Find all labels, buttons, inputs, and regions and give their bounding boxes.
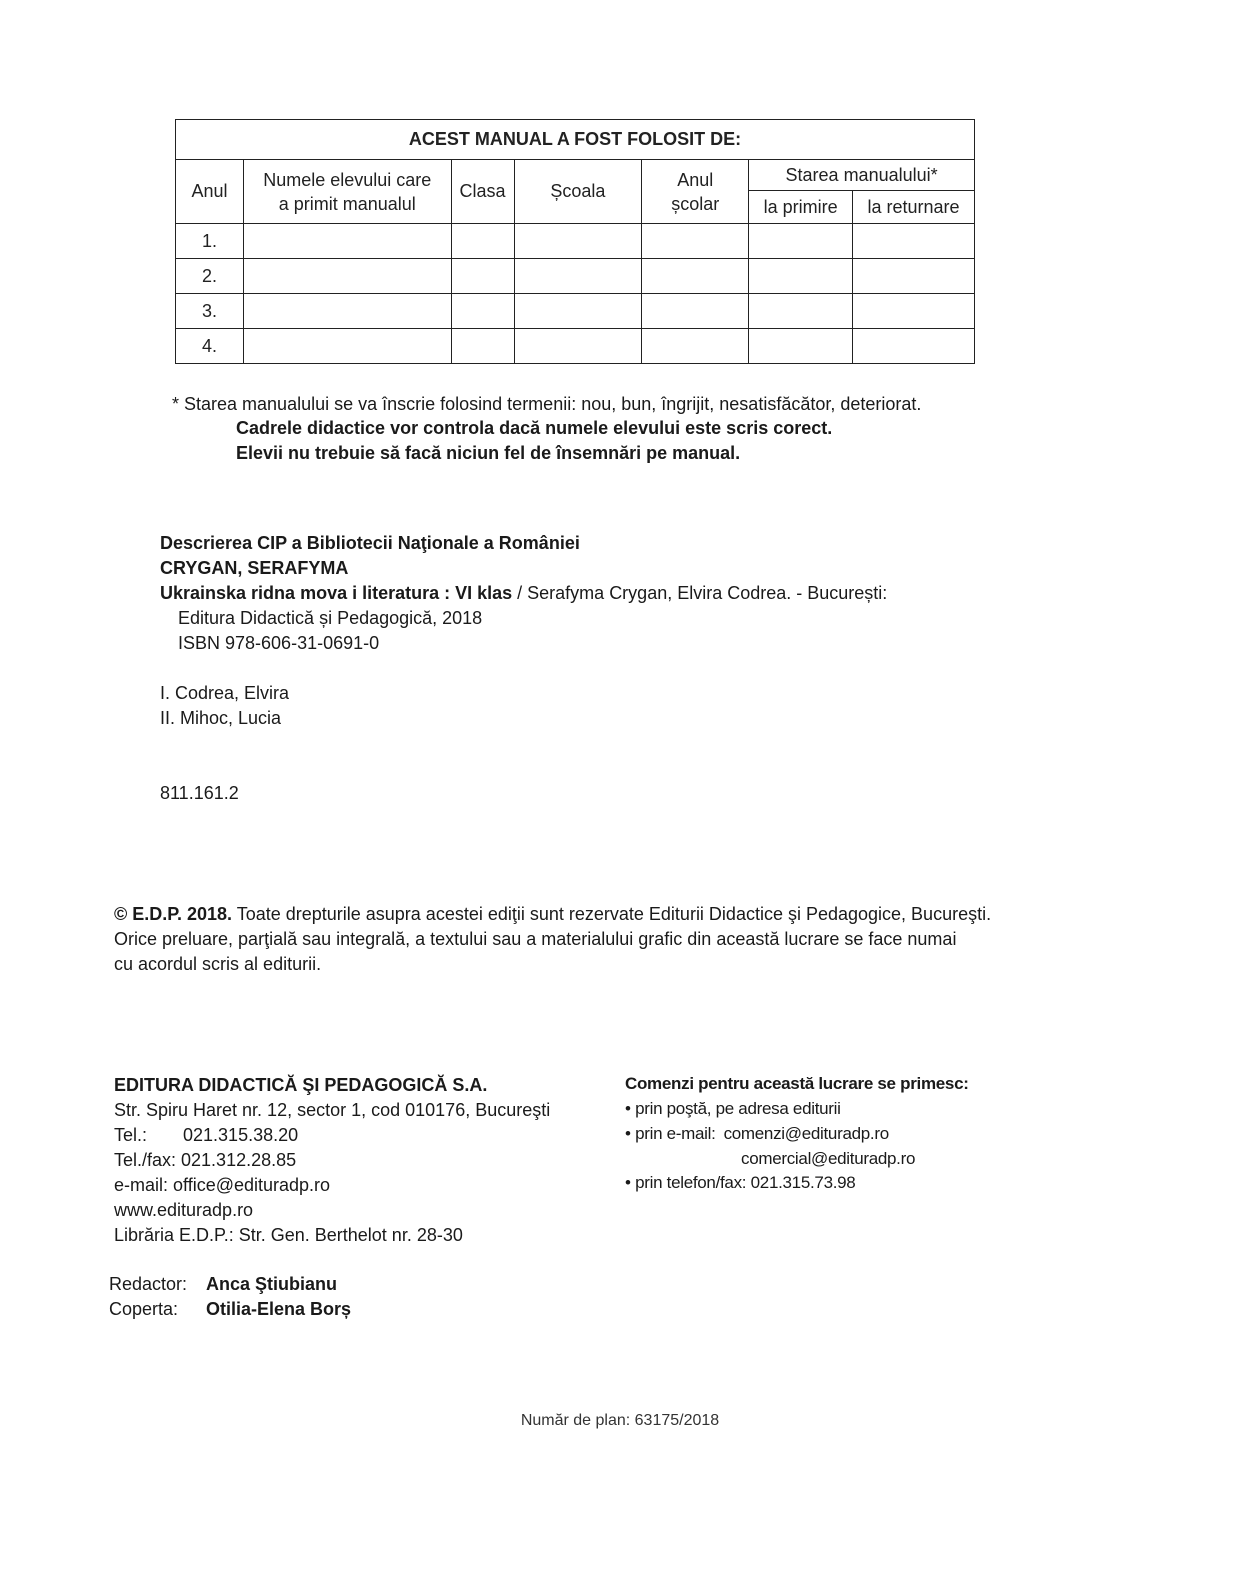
cip-author: CRYGAN, SERAFYMA bbox=[160, 558, 349, 578]
orders-email bbox=[625, 1121, 889, 1146]
cell-la-primire bbox=[749, 294, 853, 329]
cell-scoala bbox=[514, 329, 642, 364]
orders-email-2: comercial@edituradp.ro bbox=[741, 1149, 916, 1168]
publisher-tel bbox=[114, 1123, 298, 1148]
header-la-returnare: la returnare bbox=[853, 191, 975, 224]
copyright-line-2: Orice preluare, parţială sau integrală, a textului sau a materialului grafic din această lucrare se face numai bbox=[114, 929, 957, 949]
credit-editor-label: Redactor: bbox=[109, 1274, 188, 1294]
orders-email-label: • prin e-mail: bbox=[625, 1124, 716, 1143]
publisher-name: EDITURA DIDACTICĂ ŞI PEDAGOGICĂ S.A. bbox=[114, 1075, 488, 1095]
orders-post: • prin poştă, pe adresa editurii bbox=[625, 1099, 841, 1118]
cip-title-rest: / Serafyma Crygan, Elvira Codrea. - București: bbox=[512, 583, 888, 603]
cell-scoala bbox=[514, 224, 642, 259]
cell-nume bbox=[243, 259, 451, 294]
cell-nume bbox=[243, 224, 451, 259]
row-number: 3. bbox=[176, 294, 244, 329]
cell-clasa bbox=[451, 224, 514, 259]
cell-la-returnare bbox=[853, 224, 975, 259]
credit-editor-name: Anca Ştiubianu bbox=[206, 1274, 338, 1294]
cip-title-line bbox=[160, 581, 887, 606]
cell-scoala bbox=[514, 294, 642, 329]
cell-clasa bbox=[451, 329, 514, 364]
cell-la-primire bbox=[749, 224, 853, 259]
usage-table bbox=[175, 119, 975, 364]
copyright-line-1 bbox=[114, 902, 991, 927]
cip-contributor-1: I. Codrea, Elvira bbox=[160, 683, 290, 703]
table-row bbox=[176, 224, 975, 259]
table-row bbox=[176, 329, 975, 364]
cell-anul-scolar bbox=[642, 294, 749, 329]
row-number: 1. bbox=[176, 224, 244, 259]
footnote-condition: * Starea manualului se va înscrie folosind termenii: nou, bun, îngrijit, nesatisfăcător, deteriorat. bbox=[172, 394, 922, 414]
orders-heading: Comenzi pentru această lucrare se primesc: bbox=[625, 1074, 969, 1093]
copyright-rest: Toate drepturile asupra acestei ediţii sunt rezervate Editurii Didactice şi Pedagogice, Bucureşti. bbox=[232, 904, 992, 924]
cip-title-bold: Ukrainska ridna mova i literatura : VI klas bbox=[160, 583, 513, 603]
cell-clasa bbox=[451, 294, 514, 329]
cell-nume bbox=[243, 294, 451, 329]
copyright-bold: © E.D.P. 2018. bbox=[114, 904, 233, 924]
publisher-bookstore: Librăria E.D.P.: Str. Gen. Berthelot nr. 28-30 bbox=[114, 1225, 463, 1245]
publisher-tel-number: 021.315.38.20 bbox=[183, 1125, 299, 1145]
header-anul-scolar bbox=[642, 160, 749, 224]
cell-nume bbox=[243, 329, 451, 364]
orders-phone: • prin telefon/fax: 021.315.73.98 bbox=[625, 1173, 856, 1192]
credit-cover-name: Otilia-Elena Borș bbox=[206, 1299, 352, 1319]
header-la-primire: la primire bbox=[749, 191, 853, 224]
row-number: 2. bbox=[176, 259, 244, 294]
publisher-address: Str. Spiru Haret nr. 12, sector 1, cod 010176, Bucureşti bbox=[114, 1100, 551, 1120]
orders-email-1: comenzi@edituradp.ro bbox=[723, 1124, 889, 1143]
copyright-line-3: cu acordul scris al editurii. bbox=[114, 954, 322, 974]
publisher-telfax: Tel./fax: 021.312.28.85 bbox=[114, 1150, 297, 1170]
header-nume bbox=[243, 160, 451, 224]
cip-classification: 811.161.2 bbox=[160, 783, 239, 803]
cell-scoala bbox=[514, 259, 642, 294]
note-students: Elevii nu trebuie să facă niciun fel de însemnări pe manual. bbox=[236, 443, 741, 463]
cip-heading: Descrierea CIP a Bibliotecii Naţionale a României bbox=[160, 533, 580, 553]
row-number: 4. bbox=[176, 329, 244, 364]
header-scoala: Școala bbox=[514, 160, 642, 224]
publisher-email: e-mail: office@edituradp.ro bbox=[114, 1175, 331, 1195]
publisher-tel-label: Tel.: bbox=[114, 1125, 148, 1145]
plan-number: Număr de plan: 63175/2018 bbox=[520, 1412, 720, 1429]
cell-la-returnare bbox=[853, 294, 975, 329]
header-anul-scolar-line2: școlar bbox=[671, 193, 720, 214]
header-clasa: Clasa bbox=[451, 160, 514, 224]
header-nume-line1: Numele elevului care bbox=[263, 169, 432, 190]
header-anul-scolar-line1: Anul bbox=[677, 169, 714, 190]
cell-anul-scolar bbox=[642, 259, 749, 294]
table-title: ACEST MANUAL A FOST FOLOSIT DE: bbox=[176, 120, 975, 160]
cell-anul-scolar bbox=[642, 224, 749, 259]
cell-clasa bbox=[451, 259, 514, 294]
header-anul: Anul bbox=[176, 160, 244, 224]
header-nume-line2: a primit manualul bbox=[278, 193, 416, 214]
cell-la-returnare bbox=[853, 329, 975, 364]
table-row bbox=[176, 294, 975, 329]
cip-publisher: Editura Didactică și Pedagogică, 2018 bbox=[178, 608, 483, 628]
cip-contributor-2: II. Mihoc, Lucia bbox=[160, 708, 282, 728]
cip-isbn: ISBN 978-606-31-0691-0 bbox=[178, 633, 380, 653]
header-starea: Starea manualului* bbox=[749, 160, 975, 191]
publisher-website: www.edituradp.ro bbox=[114, 1200, 254, 1220]
cell-la-primire bbox=[749, 329, 853, 364]
credit-cover-label: Coperta: bbox=[109, 1299, 179, 1319]
note-teachers: Cadrele didactice vor controla dacă numele elevului este scris corect. bbox=[236, 418, 833, 438]
table-row bbox=[176, 259, 975, 294]
cell-la-returnare bbox=[853, 259, 975, 294]
cell-la-primire bbox=[749, 259, 853, 294]
cell-anul-scolar bbox=[642, 329, 749, 364]
